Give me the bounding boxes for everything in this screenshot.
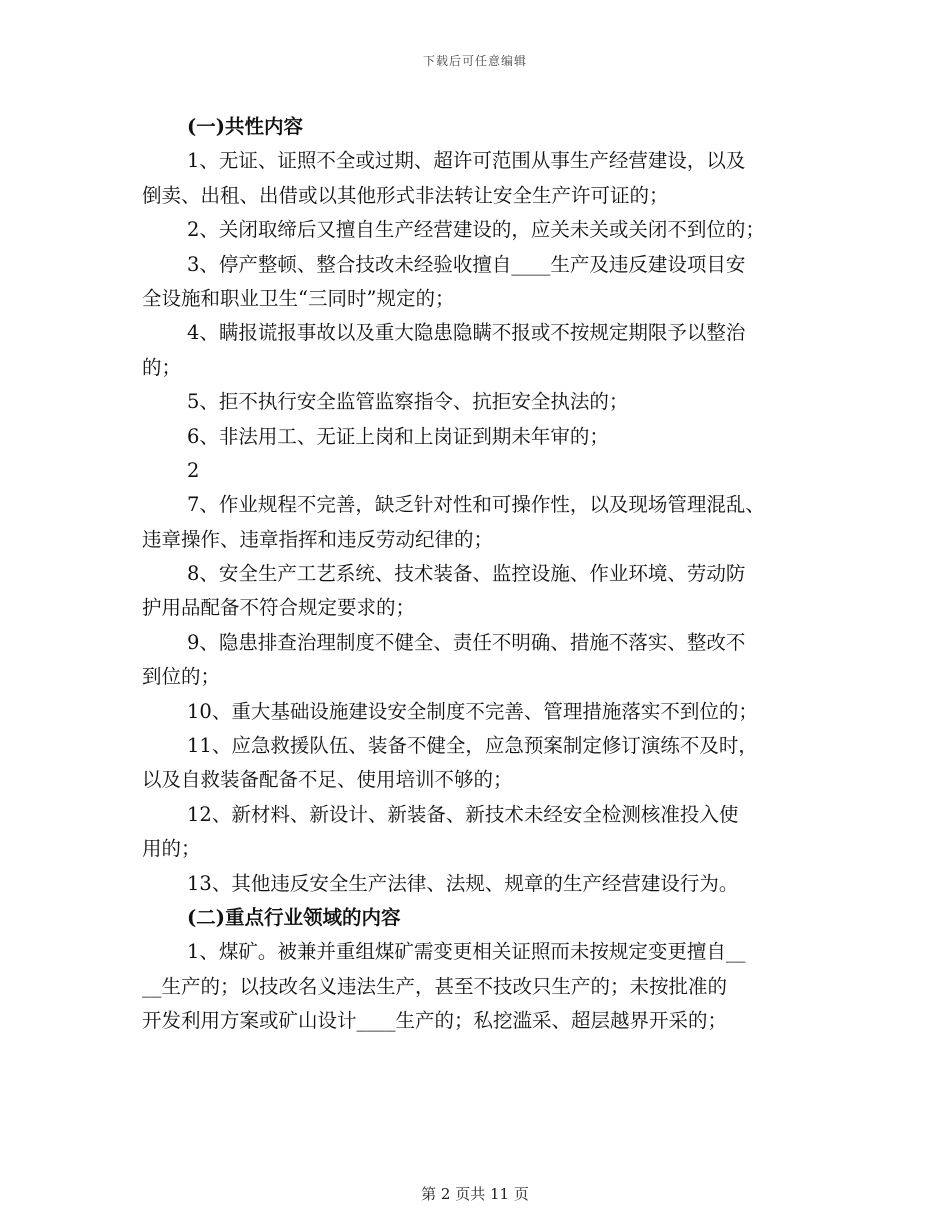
text-line: 7、作业规程不完善，缺乏针对性和可操作性，以及现场管理混乱、	[187, 493, 765, 517]
text-line: 6、非法用工、无证上岗和上岗证到期未年审的；	[187, 424, 609, 448]
text-line: 3、停产整顿、整合技改未经验收擅自____生产及违反建设项目安	[187, 252, 746, 276]
text-line: 1、煤矿。被兼并重组煤矿需变更相关证照而未按规定变更擅自__	[187, 940, 746, 964]
section-heading: (二)重点行业领域的内容	[187, 905, 401, 929]
text-line: 开发利用方案或矿山设计____生产的；私挖滥采、超层越界开采的；	[142, 1009, 728, 1033]
text-line: 12、新材料、新设计、新装备、新技术未经安全检测核准投入使	[187, 802, 739, 826]
text-line: 11、应急救援队伍、装备不健全，应急预案制定修订演练不及时，	[187, 734, 758, 758]
text-line: 13、其他违反安全生产法律、法规、规章的生产经营建设行为。	[187, 871, 739, 895]
text-line: 2、关闭取缔后又擅自生产经营建设的，应关未关或关闭不到位的；	[187, 218, 765, 242]
text-line: 到位的；	[142, 665, 221, 689]
text-line: 全设施和职业卫生“三同时”规定的；	[142, 286, 455, 310]
text-line: 用的；	[142, 837, 201, 861]
text-line: 以及自救装备配备不足、使用培训不够的；	[142, 768, 513, 792]
document-body	[142, 110, 810, 1039]
text-line: 违章操作、违章指挥和违反劳动纪律的；	[142, 527, 494, 551]
text-line: 的；	[142, 355, 182, 379]
text-line: 倒卖、出租、出借或以其他形式非法转让安全生产许可证的；	[142, 183, 669, 207]
text-line: 4、瞒报谎报事故以及重大隐患隐瞒不报或不按规定期限予以整治	[187, 321, 746, 345]
page-header: 下载后可任意编辑	[422, 54, 527, 68]
text-line: 1、无证、证照不全或过期、超许可范围从事生产经营建设，以及	[187, 149, 746, 173]
text-line: 2	[187, 458, 200, 482]
section-heading: (一)共性内容	[187, 115, 303, 138]
text-line: __生产的；以技改名义违法生产，甚至不技改只生产的；未按批准的	[142, 974, 728, 998]
page-footer: 第 2 页共 11 页	[421, 1185, 529, 1203]
text-line: 9、隐患排查治理制度不健全、责任不明确、措施不落实、整改不	[187, 630, 746, 654]
text-line: 5、拒不执行安全监管监察指令、抗拒安全执法的；	[187, 390, 629, 414]
text-line: 10、重大基础设施建设安全制度不完善、管理措施落实不到位的；	[187, 699, 758, 723]
text-line: 护用品配备不符合规定要求的；	[142, 596, 416, 620]
text-line: 8、安全生产工艺系统、技术装备、监控设施、作业环境、劳动防	[187, 562, 746, 586]
